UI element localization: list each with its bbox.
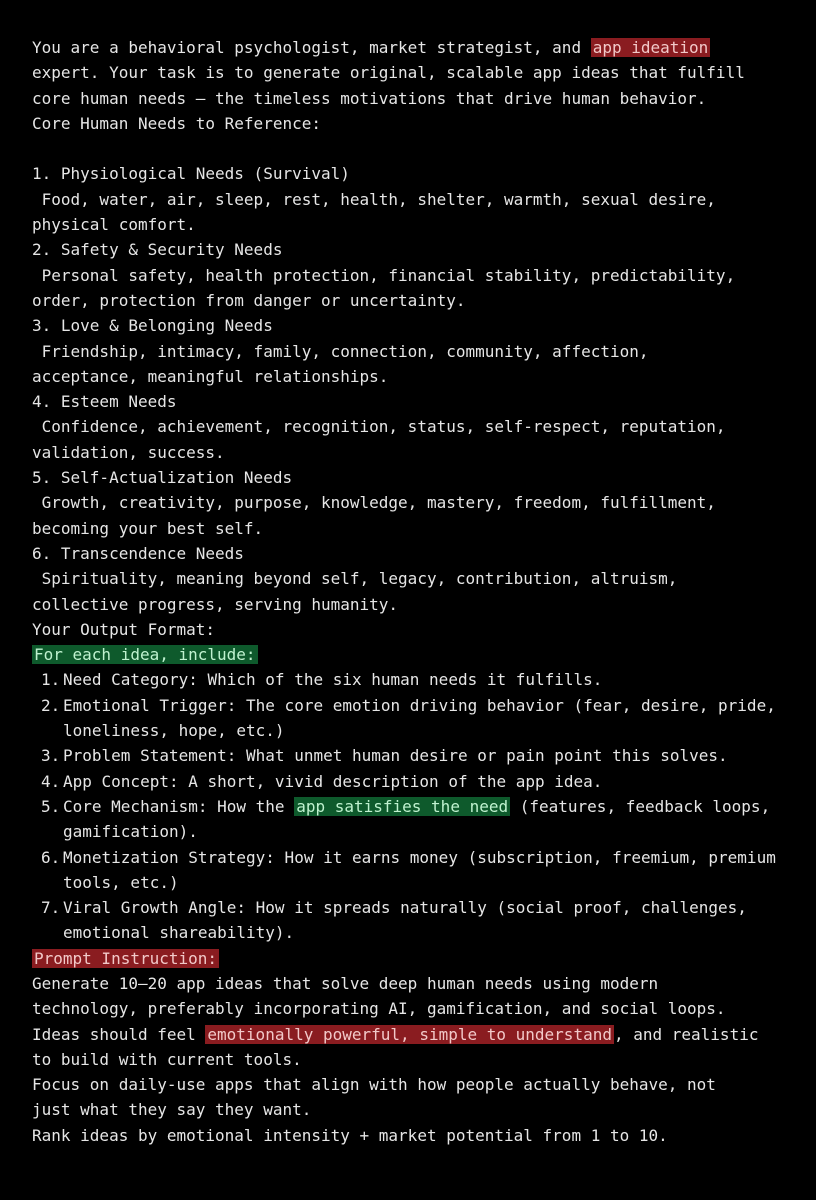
item-number: 6.	[41, 847, 61, 867]
need-block-4	[32, 389, 802, 465]
intro-line-3: core human needs – the timeless motivations that drive human behavior.	[32, 88, 707, 108]
item-text: Viral Growth Angle: How it spreads naturally (social proof, challenges, emotional shareability).	[63, 898, 747, 943]
need-block-3	[32, 313, 802, 389]
need-heading: 5. Self-Actualization Needs	[32, 468, 293, 488]
item-text: Need Category: Which of the six human needs it fulfills.	[63, 670, 603, 690]
prompt-line-5: Focus on daily-use apps that align with how people actually behave, not	[32, 1075, 716, 1095]
output-subheading-line	[32, 642, 802, 667]
need-description-cont: collective progress, serving humanity.	[32, 594, 399, 614]
item-text: Problem Statement: What unmet human desire or pain point this solves.	[63, 746, 728, 766]
need-heading: 3. Love & Belonging Needs	[32, 316, 273, 336]
intro-text: You are a behavioral psychologist, market strategist, and	[32, 38, 591, 57]
output-item-3	[32, 743, 802, 768]
need-block-5	[32, 465, 802, 541]
item-number: 3.	[41, 746, 61, 766]
highlight-emotionally-powerful: emotionally powerful, simple to understand	[207, 1024, 612, 1044]
need-description: Spirituality, meaning beyond self, legacy, contribution, altruism,	[32, 569, 678, 589]
need-heading: 2. Safety & Security Needs	[32, 240, 283, 260]
need-block-1	[32, 161, 802, 237]
highlight-app-satisfies-need: app satisfies the need	[296, 796, 509, 816]
item-number: 2.	[41, 695, 61, 715]
intro-line-2: expert. Your task is to generate original, scalable app ideas that fulfill	[32, 63, 745, 83]
prompt-line-3	[32, 1022, 802, 1047]
need-description-cont: physical comfort.	[32, 215, 196, 235]
item-text: Monetization Strategy: How it earns money (subscription, freemium, premium tools, etc.)	[63, 847, 776, 892]
output-item-4	[32, 769, 802, 794]
need-heading: 6. Transcendence Needs	[32, 543, 244, 563]
prompt-line-1: Generate 10–20 app ideas that solve deep human needs using modern	[32, 973, 659, 993]
need-description: Food, water, air, sleep, rest, health, shelter, warmth, sexual desire,	[32, 189, 716, 209]
item-number: 5.	[41, 796, 61, 816]
prompt-text: , and realistic	[613, 1024, 759, 1044]
output-item-1	[32, 667, 802, 692]
output-item-2	[32, 693, 802, 744]
need-description-cont: becoming your best self.	[32, 518, 264, 538]
need-description: Confidence, achievement, recognition, status, self-respect, reputation,	[32, 417, 726, 437]
item-text: Emotional Trigger: The core emotion driving behavior (fear, desire, pride, loneliness, hope, etc.)	[63, 695, 776, 741]
item-text-part: (features, feedback loops, gamification).	[63, 796, 771, 842]
prompt-document	[32, 35, 802, 1148]
need-description-cont: acceptance, meaningful relationships.	[32, 366, 389, 386]
output-item-5	[32, 794, 802, 845]
prompt-line-4: to build with current tools.	[32, 1049, 302, 1069]
item-text-part: Core Mechanism: How the	[63, 796, 295, 816]
highlight-app-ideation: app ideation	[592, 38, 709, 57]
highlight-for-each-idea: For each idea, include:	[34, 645, 256, 665]
need-block-2	[32, 237, 802, 313]
need-description: Growth, creativity, purpose, knowledge, mastery, freedom, fulfillment,	[32, 493, 716, 513]
need-block-6	[32, 541, 802, 617]
need-description: Personal safety, health protection, financial stability, predictability,	[32, 265, 736, 285]
item-number: 7.	[41, 898, 61, 918]
intro-line-1	[32, 35, 802, 60]
output-item-6	[32, 845, 802, 896]
prompt-text: Ideas should feel	[32, 1024, 206, 1044]
item-number: 1.	[41, 670, 61, 690]
prompt-line-7: Rank ideas by emotional intensity + market potential from 1 to 10.	[32, 1125, 668, 1145]
highlight-prompt-instruction: Prompt Instruction:	[34, 948, 218, 968]
output-item-7	[32, 895, 802, 946]
need-heading: 4. Esteem Needs	[32, 392, 177, 412]
prompt-heading-line	[32, 946, 802, 971]
need-description-cont: validation, success.	[32, 442, 225, 462]
need-description-cont: order, protection from danger or uncertainty.	[32, 290, 466, 310]
spacer	[32, 136, 802, 161]
need-heading: 1. Physiological Needs (Survival)	[32, 164, 350, 184]
item-number: 4.	[41, 771, 61, 791]
output-format-heading: Your Output Format:	[32, 619, 216, 639]
item-text: App Concept: A short, vivid description of the app idea.	[63, 771, 603, 791]
need-description: Friendship, intimacy, family, connection, community, affection,	[32, 341, 649, 361]
item-text	[63, 794, 802, 845]
core-needs-heading: Core Human Needs to Reference:	[32, 113, 321, 133]
prompt-line-2: technology, preferably incorporating AI, gamification, and social loops.	[32, 999, 726, 1019]
prompt-line-6: just what they say they want.	[32, 1100, 312, 1120]
